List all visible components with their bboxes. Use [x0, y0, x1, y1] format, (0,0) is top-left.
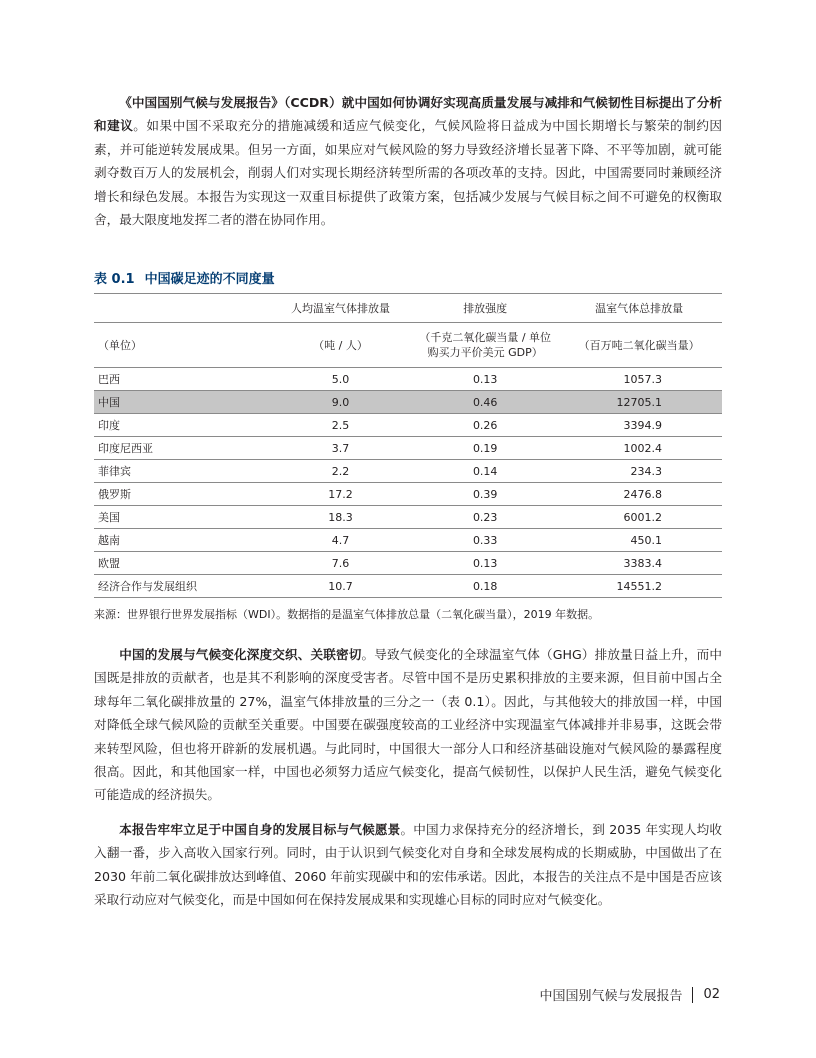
row-total: 450.1 [556, 529, 722, 552]
intro-paragraph [94, 91, 722, 231]
row-per-capita: 9.0 [267, 391, 414, 414]
row-per-capita: 7.6 [267, 552, 414, 575]
row-total: 14551.2 [556, 575, 722, 598]
goals-paragraph-text: 。中国力求保持充分的经济增长，到 2035 年实现人均收入翻一番，步入高收入国家行列。同时，由于认识到气候变化对自身和全球发展构成的长期威胁，中国做出了在 2030 年前二氧化碳排放达到峰值、2060 年前实现碳中和的宏伟承诺。因此，本报告的关注点不是中国是否应该采取行动应对气候变化，而是中国如何在保持发展成果和实现雄心目标的同时应对气候变化。 [94, 822, 722, 908]
row-per-capita: 2.5 [267, 414, 414, 437]
row-country: 印度尼西亚 [94, 437, 267, 460]
row-country: 菲律宾 [94, 460, 267, 483]
table-number: 表 0.1 [94, 272, 135, 287]
table-row [94, 460, 722, 483]
row-intensity: 0.33 [414, 529, 556, 552]
table-row [94, 575, 722, 598]
page-footer [539, 985, 720, 1004]
intro-paragraph-text: 。如果中国不采取充分的措施减缓和适应气候变化，气候风险将日益成为中国长期增长与繁荣的制约因素，并可能逆转发展成果。但另一方面，如果应对气候风险的努力导致经济增长显著下降、不平等加剧，就可能剥夺数百万人的发展机会，削弱人们对实现长期经济转型所需的各项改革的支持。因此，中国需要同时兼顾经济增长和绿色发展。本报告为实现这一双重目标提供了政策方案，包括减少发展与气候目标之间不可避免的权衡取舍，最大限度地发挥二者的潜在协同作用。 [94, 118, 722, 228]
row-country: 俄罗斯 [94, 483, 267, 506]
table-row [94, 529, 722, 552]
table-body [94, 368, 722, 598]
goals-paragraph [94, 818, 722, 912]
table-row [94, 552, 722, 575]
row-per-capita: 17.2 [267, 483, 414, 506]
table-row [94, 414, 722, 437]
row-country: 经济合作与发展组织 [94, 575, 267, 598]
row-intensity: 0.14 [414, 460, 556, 483]
row-per-capita: 2.2 [267, 460, 414, 483]
row-country: 美国 [94, 506, 267, 529]
row-total: 3394.9 [556, 414, 722, 437]
unit-total: （百万吨二氧化碳当量） [556, 323, 722, 368]
page-number: 02 [703, 987, 720, 1002]
row-intensity: 0.13 [414, 368, 556, 391]
table-row [94, 483, 722, 506]
row-country: 越南 [94, 529, 267, 552]
row-total: 6001.2 [556, 506, 722, 529]
row-intensity: 0.39 [414, 483, 556, 506]
table-row [94, 437, 722, 460]
table-unit-row [94, 323, 722, 368]
table-row [94, 506, 722, 529]
row-per-capita: 10.7 [267, 575, 414, 598]
row-country: 欧盟 [94, 552, 267, 575]
row-per-capita: 4.7 [267, 529, 414, 552]
header-total: 温室气体总排放量 [556, 294, 722, 323]
carbon-footprint-table [94, 293, 722, 598]
row-intensity: 0.26 [414, 414, 556, 437]
goals-paragraph-bold: 本报告牢牢立足于中国自身的发展目标与气候愿景 [119, 822, 401, 837]
row-country: 中国 [94, 391, 267, 414]
row-intensity: 0.23 [414, 506, 556, 529]
footer-divider [692, 987, 693, 1003]
table-row-highlighted [94, 391, 722, 414]
row-intensity: 0.13 [414, 552, 556, 575]
row-intensity: 0.46 [414, 391, 556, 414]
row-per-capita: 5.0 [267, 368, 414, 391]
development-paragraph [94, 643, 722, 807]
row-total: 1002.4 [556, 437, 722, 460]
unit-intensity: （千克二氧化碳当量 / 单位购买力平价美元 GDP） [414, 323, 556, 368]
row-total: 1057.3 [556, 368, 722, 391]
development-paragraph-text: 。导致气候变化的全球温室气体（GHG）排放量日益上升，而中国既是排放的贡献者，也是其不利影响的深度受害者。尽管中国不是历史累积排放的主要来源，但目前中国占全球每年二氧化碳排放量的 27%，温室气体排放量的三分之一（表 0.1）。因此，与其他较大的排放国一样，中国对降低全球气候风险的贡献至关重要。中国要在碳强度较高的工业经济中实现温室气体减排并非易事，这既会带来转型风险，但也将开辟新的发展机遇。与此同时，中国很大一部分人口和经济基础设施对气候风险的暴露程度很高。因此，和其他国家一样，中国也必须努力适应气候变化，提高气候韧性，以保护人民生活，避免气候变化可能造成的经济损失。 [94, 647, 722, 803]
row-intensity: 0.18 [414, 575, 556, 598]
row-total: 12705.1 [556, 391, 722, 414]
header-blank [94, 294, 267, 323]
intro-paragraph-bold: 《中国国别气候与发展报告》（CCDR）就中国如何协调好实现高质量发展与减排和气候韧性目标提出了分析和建议 [94, 95, 722, 134]
row-total: 2476.8 [556, 483, 722, 506]
unit-per-capita: （吨 / 人） [267, 323, 414, 368]
row-total: 234.3 [556, 460, 722, 483]
row-per-capita: 18.3 [267, 506, 414, 529]
header-intensity: 排放强度 [414, 294, 556, 323]
footer-title: 中国国别气候与发展报告 [539, 989, 683, 1004]
table-caption: 中国碳足迹的不同度量 [144, 272, 275, 287]
table-row [94, 368, 722, 391]
table-header-row [94, 294, 722, 323]
unit-label: （单位） [94, 323, 267, 368]
row-total: 3383.4 [556, 552, 722, 575]
development-paragraph-bold: 中国的发展与气候变化深度交织、关联密切 [119, 647, 362, 662]
row-country: 印度 [94, 414, 267, 437]
table-source-note: 来源：世界银行世界发展指标（WDI）。数据指的是温室气体排放总量（二氧化碳当量），2019 年数据。 [94, 608, 600, 621]
row-country: 巴西 [94, 368, 267, 391]
row-per-capita: 3.7 [267, 437, 414, 460]
header-per-capita: 人均温室气体排放量 [267, 294, 414, 323]
table-title [94, 268, 275, 287]
row-intensity: 0.19 [414, 437, 556, 460]
